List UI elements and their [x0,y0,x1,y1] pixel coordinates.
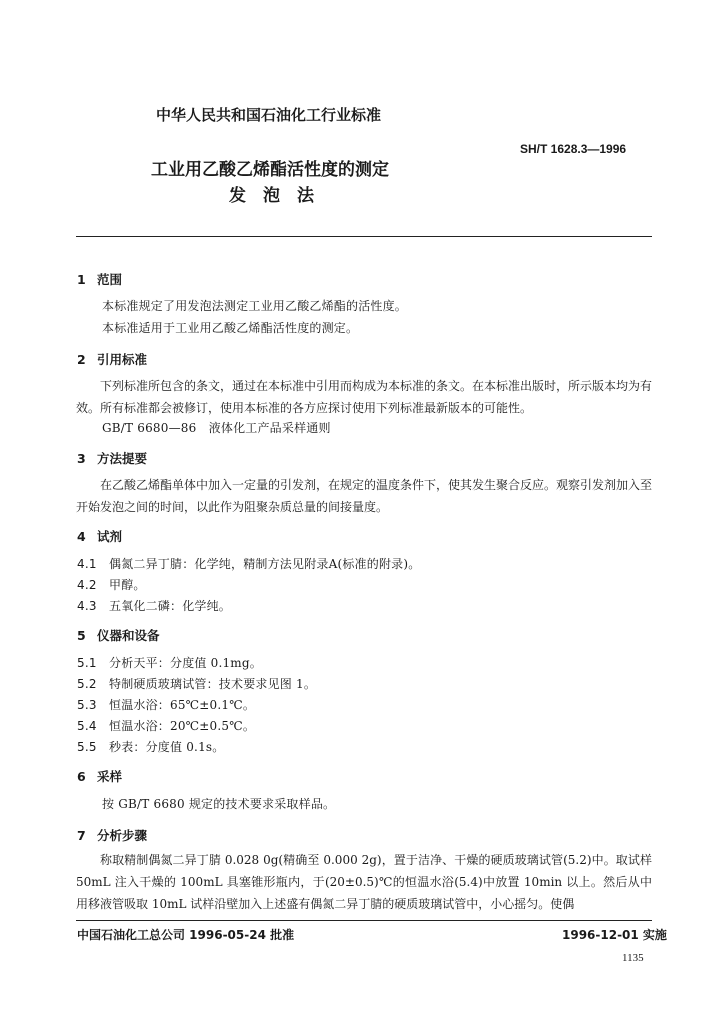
list-item: 4.2 甲醇。 [77,578,146,592]
section-4-heading: 4 试剂 [77,529,123,544]
industry-standard-title: 中华人民共和国石油化工行业标准 [156,106,382,124]
standard-code: SH/T 1628.3—1996 [520,142,627,156]
implementation-date: 1996-12-01 实施 [562,928,667,942]
approval-date: 中国石油化工总公司 1996-05-24 批准 [77,928,295,942]
footer-rule [76,920,652,921]
section-1-paragraph-1: 本标准规定了用发泡法测定工业用乙酸乙烯酯的活性度。 [102,299,408,313]
section-6-paragraph: 按 GB/T 6680 规定的技术要求采取样品。 [102,797,336,811]
document-subtitle: 发 泡 法 [229,186,314,206]
list-item: 4.1 偶氮二异丁腈：化学纯，精制方法见附录A(标准的附录)。 [77,557,421,571]
list-item: 5.4 恒温水浴：20℃±0.5℃。 [77,719,256,733]
list-item: 5.2 特制硬质玻璃试管：技术要求见图 1。 [77,677,317,691]
document-title: 工业用乙酸乙烯酯活性度的测定 [151,160,389,180]
section-7-paragraph: 称取精制偶氮二异丁腈 0.028 0g(精确至 0.000 2g)，置于洁净、干燥的硬质玻璃试管(5.2)中。取试样 50mL 注入干燥的 100mL 具塞锥形瓶内，于(20±0.5)℃的恒温水浴(5.4)中放置 10min 以上。然后从中用移液管吸取 10mL 试样沿壁加入上述盛有偶氮二异丁腈的硬质玻璃试管中，小心摇匀。使偶 [76,853,652,911]
list-item: 5.1 分析天平：分度值 0.1mg。 [77,656,262,670]
section-2-heading: 2 引用标准 [77,352,148,367]
header-rule [76,236,652,237]
list-item: 4.3 五氧化二磷：化学纯。 [77,599,232,613]
section-3-heading: 3 方法提要 [77,451,148,466]
page-number: 1135 [622,952,644,964]
section-2-paragraph: 下列标准所包含的条文，通过在本标准中引用而构成为本标准的条文。在本标准出版时，所示版本均为有效。所有标准都会被修订，使用本标准的各方应探讨使用下列标准最新版本的可能性。 [76,379,653,415]
referenced-standard: GB/T 6680—86 液体化工产品采样通则 [102,421,331,435]
section-1-heading: 1 范围 [77,272,123,287]
list-item: 5.5 秒表：分度值 0.1s。 [77,740,225,754]
section-1-paragraph-2: 本标准适用于工业用乙酸乙烯酯活性度的测定。 [102,321,359,335]
section-5-heading: 5 仪器和设备 [77,628,160,643]
list-item: 5.3 恒温水浴：65℃±0.1℃。 [77,698,256,712]
section-7-heading: 7 分析步骤 [77,828,148,843]
section-3-paragraph: 在乙酸乙烯酯单体中加入一定量的引发剂，在规定的温度条件下，使其发生聚合反应。观察引发剂加入至开始发泡之间的时间，以此作为阻聚杂质总量的间接量度。 [76,478,653,514]
section-6-heading: 6 采样 [77,769,123,784]
